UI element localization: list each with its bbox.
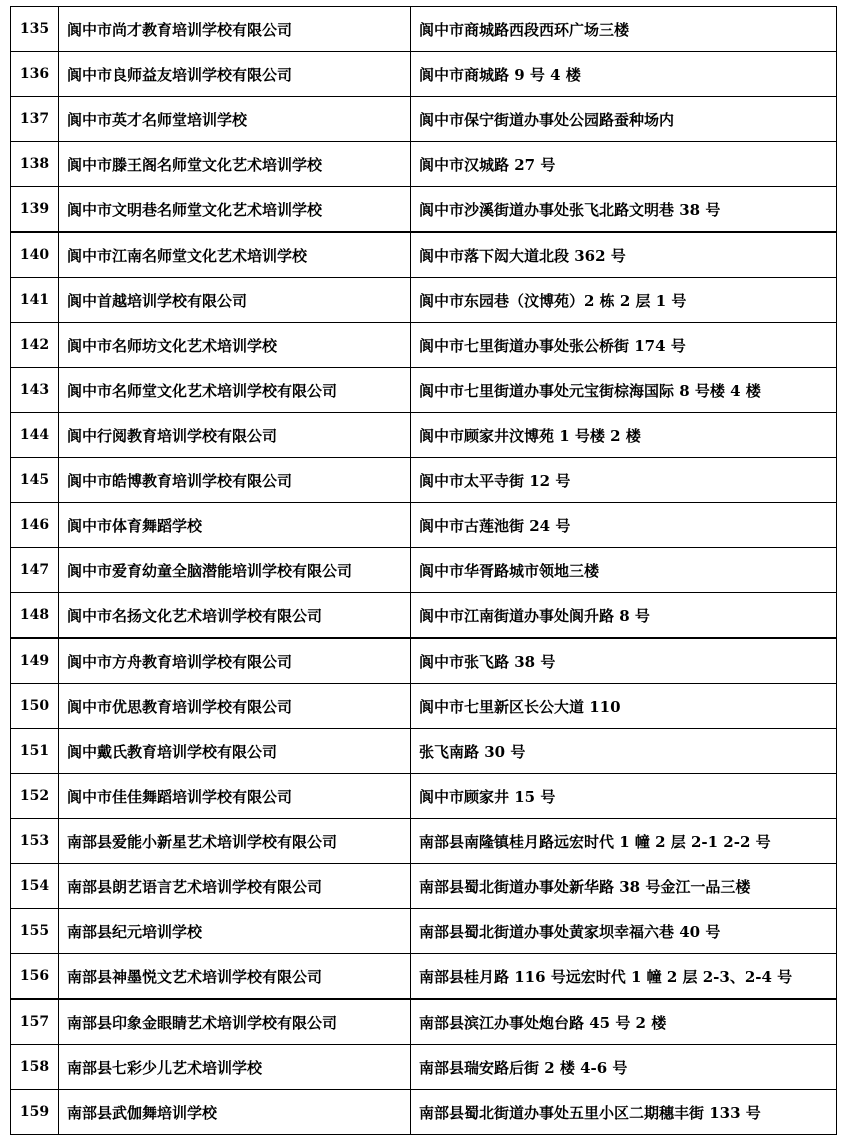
table-row: [11, 548, 837, 593]
school-address: 阆中市落下闳大道北段 362 号: [411, 232, 837, 278]
row-number: 155: [11, 909, 59, 954]
school-address: 阆中市七里新区长公大道 110: [411, 684, 837, 729]
row-number: 144: [11, 413, 59, 458]
table-row: [11, 593, 837, 639]
table-row: [11, 458, 837, 503]
school-address: 南部县蜀北街道办事处新华路 38 号金江一品三楼: [411, 864, 837, 909]
row-number: 153: [11, 819, 59, 864]
school-name: 阆中首越培训学校有限公司: [59, 278, 411, 323]
row-number: 158: [11, 1045, 59, 1090]
row-number: 157: [11, 999, 59, 1045]
school-address: 阆中市华胥路城市领地三楼: [411, 548, 837, 593]
table-row: [11, 1045, 837, 1090]
row-number: 139: [11, 187, 59, 233]
school-address: 阆中市太平寺街 12 号: [411, 458, 837, 503]
table-row: [11, 52, 837, 97]
school-name: 阆中市滕王阁名师堂文化艺术培训学校: [59, 142, 411, 187]
school-address: 阆中市张飞路 38 号: [411, 638, 837, 684]
table-row: [11, 97, 837, 142]
table-row: [11, 638, 837, 684]
table-row: [11, 323, 837, 368]
table-row: [11, 7, 837, 52]
school-address: 南部县桂月路 116 号远宏时代 1 幢 2 层 2-3、2-4 号: [411, 954, 837, 1000]
school-address: 阆中市沙溪街道办事处张飞北路文明巷 38 号: [411, 187, 837, 233]
schools-table-body: [11, 7, 837, 1135]
school-name: 阆中市佳佳舞蹈培训学校有限公司: [59, 774, 411, 819]
school-name: 阆中市尚才教育培训学校有限公司: [59, 7, 411, 52]
school-name: 阆中市名扬文化艺术培训学校有限公司: [59, 593, 411, 639]
schools-table: [10, 6, 837, 1135]
table-row: [11, 503, 837, 548]
school-address: 南部县蜀北街道办事处黄家坝幸福六巷 40 号: [411, 909, 837, 954]
school-address: 阆中市顾家井汶博苑 1 号楼 2 楼: [411, 413, 837, 458]
school-name: 南部县七彩少儿艺术培训学校: [59, 1045, 411, 1090]
school-name: 阆中行阅教育培训学校有限公司: [59, 413, 411, 458]
row-number: 146: [11, 503, 59, 548]
row-number: 147: [11, 548, 59, 593]
table-row: [11, 999, 837, 1045]
row-number: 145: [11, 458, 59, 503]
table-row: [11, 142, 837, 187]
school-address: 阆中市汉城路 27 号: [411, 142, 837, 187]
school-name: 南部县纪元培训学校: [59, 909, 411, 954]
row-number: 148: [11, 593, 59, 639]
table-row: [11, 187, 837, 233]
school-name: 南部县神墨悦文艺术培训学校有限公司: [59, 954, 411, 1000]
school-name: 南部县印象金眼睛艺术培训学校有限公司: [59, 999, 411, 1045]
school-name: 阆中市文明巷名师堂文化艺术培训学校: [59, 187, 411, 233]
school-name: 阆中市优思教育培训学校有限公司: [59, 684, 411, 729]
school-address: 阆中市七里街道办事处张公桥街 174 号: [411, 323, 837, 368]
row-number: 149: [11, 638, 59, 684]
school-address: 张飞南路 30 号: [411, 729, 837, 774]
table-row: [11, 413, 837, 458]
school-address: 南部县瑞安路后街 2 楼 4-6 号: [411, 1045, 837, 1090]
row-number: 156: [11, 954, 59, 1000]
row-number: 159: [11, 1090, 59, 1135]
school-address: 阆中市江南街道办事处阆升路 8 号: [411, 593, 837, 639]
school-name: 阆中戴氏教育培训学校有限公司: [59, 729, 411, 774]
row-number: 140: [11, 232, 59, 278]
row-number: 152: [11, 774, 59, 819]
school-address: 阆中市商城路西段西环广场三楼: [411, 7, 837, 52]
row-number: 142: [11, 323, 59, 368]
table-row: [11, 774, 837, 819]
school-name: 阆中市江南名师堂文化艺术培训学校: [59, 232, 411, 278]
table-row: [11, 232, 837, 278]
school-name: 阆中市体育舞蹈学校: [59, 503, 411, 548]
school-address: 阆中市保宁街道办事处公园路蚕种场内: [411, 97, 837, 142]
school-address: 南部县南隆镇桂月路远宏时代 1 幢 2 层 2-1 2-2 号: [411, 819, 837, 864]
table-row: [11, 278, 837, 323]
row-number: 150: [11, 684, 59, 729]
row-number: 138: [11, 142, 59, 187]
school-name: 阆中市爱育幼童全脑潜能培训学校有限公司: [59, 548, 411, 593]
row-number: 154: [11, 864, 59, 909]
school-name: 阆中市英才名师堂培训学校: [59, 97, 411, 142]
table-row: [11, 819, 837, 864]
school-name: 南部县武伽舞培训学校: [59, 1090, 411, 1135]
table-row: [11, 368, 837, 413]
row-number: 137: [11, 97, 59, 142]
school-name: 阆中市名师堂文化艺术培训学校有限公司: [59, 368, 411, 413]
row-number: 151: [11, 729, 59, 774]
school-name: 阆中市皓博教育培训学校有限公司: [59, 458, 411, 503]
table-row: [11, 684, 837, 729]
school-address: 阆中市商城路 9 号 4 楼: [411, 52, 837, 97]
school-address: 阆中市顾家井 15 号: [411, 774, 837, 819]
school-address: 南部县滨江办事处炮台路 45 号 2 楼: [411, 999, 837, 1045]
table-row: [11, 864, 837, 909]
school-address: 阆中市古莲池街 24 号: [411, 503, 837, 548]
school-name: 南部县朗艺语言艺术培训学校有限公司: [59, 864, 411, 909]
row-number: 135: [11, 7, 59, 52]
school-name: 阆中市方舟教育培训学校有限公司: [59, 638, 411, 684]
row-number: 143: [11, 368, 59, 413]
table-row: [11, 954, 837, 1000]
row-number: 141: [11, 278, 59, 323]
school-name: 南部县爱能小新星艺术培训学校有限公司: [59, 819, 411, 864]
school-address: 南部县蜀北街道办事处五里小区二期穗丰街 133 号: [411, 1090, 837, 1135]
table-row: [11, 729, 837, 774]
school-address: 阆中市东园巷（汶博苑）2 栋 2 层 1 号: [411, 278, 837, 323]
table-row: [11, 909, 837, 954]
row-number: 136: [11, 52, 59, 97]
school-address: 阆中市七里街道办事处元宝街棕海国际 8 号楼 4 楼: [411, 368, 837, 413]
school-name: 阆中市良师益友培训学校有限公司: [59, 52, 411, 97]
school-name: 阆中市名师坊文化艺术培训学校: [59, 323, 411, 368]
table-row: [11, 1090, 837, 1135]
